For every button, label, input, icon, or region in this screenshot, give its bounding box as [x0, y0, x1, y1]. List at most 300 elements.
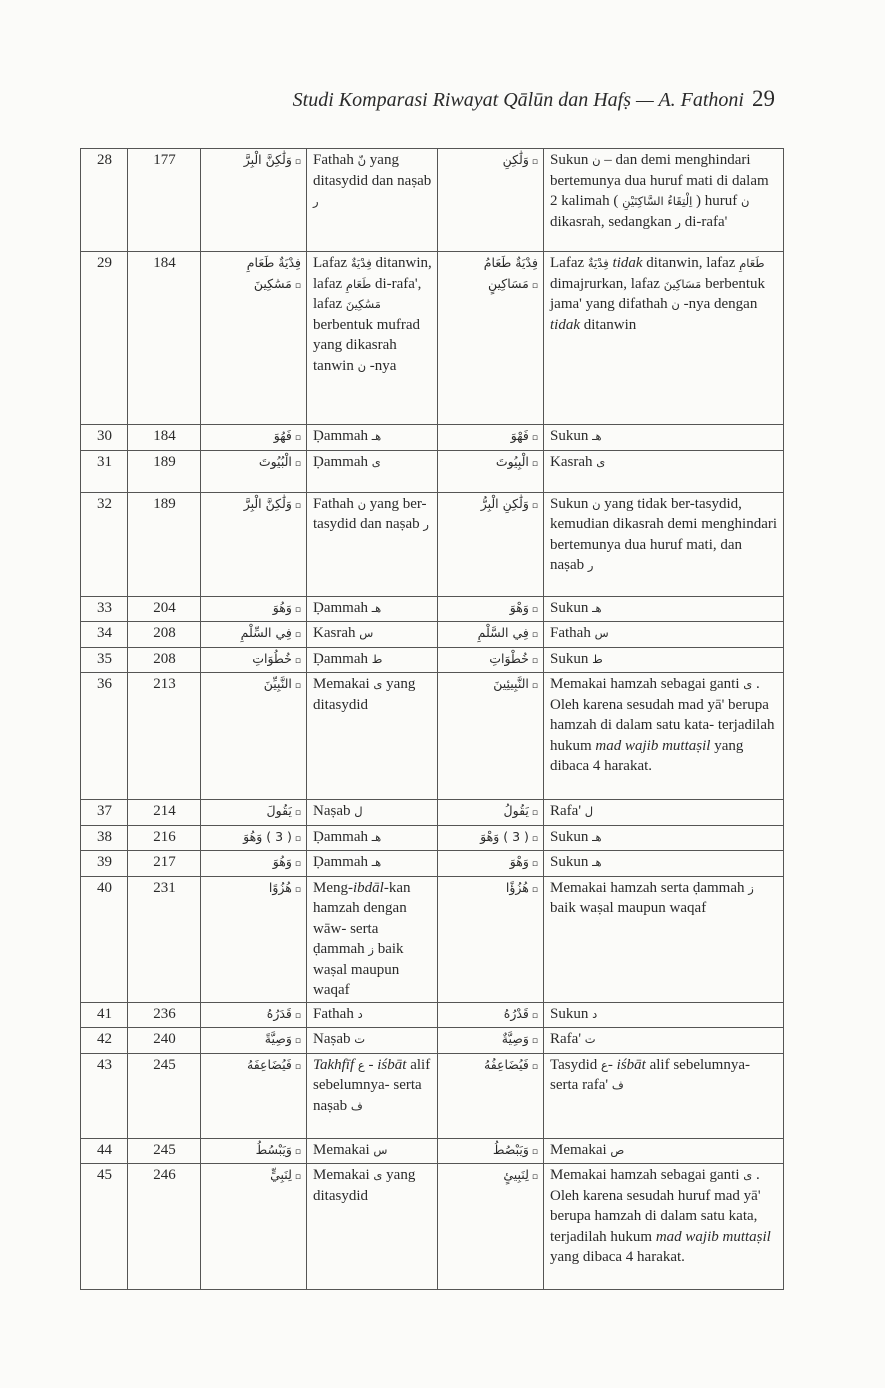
arabic-letter: ت — [584, 1032, 596, 1046]
text-segment: dimajrurkan, lafaz — [550, 275, 664, 292]
arabic-letter: طَعَامِ — [739, 256, 765, 270]
arabic-word: فَيُضَاعِفُهُ — [484, 1056, 529, 1072]
text-segment: Fathah — [313, 495, 358, 512]
arabic-letter: نّ — [357, 153, 367, 167]
row-number: 32 — [81, 492, 128, 596]
arabic-word: الْبِيُوتَ — [495, 453, 529, 469]
arabic-letter: فِدْيَةٌ — [587, 256, 609, 270]
qalun-arabic — [201, 851, 307, 877]
bullet-icon: ▫ — [531, 681, 538, 691]
arabic-letter: مَسَاكِينَ — [663, 276, 702, 291]
text-segment: Rafa' — [550, 1031, 585, 1047]
hafs-arabic — [438, 876, 544, 1002]
verse-number: 245 — [128, 1138, 201, 1164]
bullet-icon: ▫ — [531, 433, 538, 443]
qalun-description — [307, 450, 438, 492]
text-segment: Kasrah — [550, 453, 597, 470]
qalun-description — [307, 800, 438, 826]
table-row — [81, 596, 784, 622]
arabic-letter: هـ — [592, 829, 602, 844]
bullet-icon: ▫ — [531, 808, 538, 818]
text-segment: Sukun — [550, 152, 593, 168]
bullet-icon: ▫ — [531, 157, 538, 167]
italic-term: tidak — [550, 316, 580, 333]
text-segment: Meng- — [313, 879, 353, 896]
arabic-word: يَقُولَ — [266, 803, 292, 818]
text-segment: di-rafa' — [680, 213, 728, 230]
comparison-table — [80, 148, 784, 1290]
verse-number: 204 — [128, 596, 201, 622]
qalun-arabic — [201, 149, 307, 252]
hafs-arabic — [438, 825, 544, 851]
table-row — [81, 876, 784, 1002]
arabic-word: وَهُوَ — [272, 599, 292, 615]
text-segment: Memakai — [313, 1167, 374, 1183]
bullet-icon: ▫ — [294, 1036, 301, 1046]
text-segment: . Oleh karena sesudah mad yā' berupa hamzah di dalam satu kata- terjadilah hukum — [550, 676, 775, 754]
text-segment: -nya — [366, 357, 397, 374]
arabic-word: فِي السَّلْمِ — [477, 625, 529, 640]
table-row — [81, 1164, 784, 1290]
hafs-description — [544, 252, 784, 425]
table-body — [81, 149, 784, 1290]
arabic-word: خُطْوَاتِ — [489, 650, 529, 666]
arabic-letter: ز — [748, 880, 754, 895]
arabic-letter: ع — [601, 1057, 608, 1072]
arabic-word: وَلَٰكِنِ الْبِرُّ — [480, 495, 529, 511]
arabic-letter: هـ — [371, 429, 382, 443]
arabic-letter: ر — [587, 558, 594, 572]
arabic-letter: هـ — [592, 429, 602, 443]
arabic-word: خُطُوَاتِ — [252, 650, 292, 666]
text-segment: alif sebelumnya- serta naṣab — [313, 1056, 431, 1114]
hafs-arabic — [438, 1053, 544, 1138]
text-segment: yang ditasydid — [313, 1167, 416, 1204]
qalun-arabic — [201, 252, 307, 425]
text-segment: Memakai hamzah sebagai ganti — [550, 676, 744, 692]
text-segment: Naṣab — [313, 803, 355, 819]
text-segment: Rafa' — [550, 803, 585, 819]
bullet-icon: ▫ — [531, 500, 538, 511]
arabic-word: قَدْرُهُ — [503, 1005, 529, 1021]
running-header — [230, 86, 775, 112]
arabic-word: فَيُضَاعِفَهُ — [247, 1056, 292, 1072]
qalun-arabic — [201, 647, 307, 673]
bullet-icon: ▫ — [294, 433, 301, 443]
arabic-letter: ل — [584, 804, 594, 818]
row-number: 34 — [81, 622, 128, 648]
arabic-word: وَهُوَ — [272, 854, 292, 869]
qalun-arabic — [201, 492, 307, 596]
hafs-description — [544, 596, 784, 622]
table-row — [81, 149, 784, 252]
arabic-letter: س — [594, 626, 609, 640]
qalun-arabic — [201, 673, 307, 800]
text-segment: berbentuk jama' yang difathah — [550, 275, 766, 312]
text-segment: - — [364, 1056, 378, 1073]
bullet-icon: ▫ — [294, 808, 301, 818]
arabic-word: هُزُؤًا — [505, 879, 529, 895]
bullet-icon: ▫ — [294, 655, 301, 666]
arabic-letter: ى — [743, 677, 753, 691]
verse-number: 184 — [128, 252, 201, 425]
table-row — [81, 492, 784, 596]
row-number: 30 — [81, 425, 128, 451]
verse-number: 208 — [128, 647, 201, 673]
text-segment: Ḍammah — [313, 854, 372, 870]
text-segment: Sukun — [550, 599, 593, 616]
bullet-icon: ▫ — [294, 157, 301, 167]
text-segment: Memakai — [313, 1141, 374, 1158]
arabic-word: ( 3 ) وَهُوَ — [243, 828, 292, 844]
hafs-description — [544, 425, 784, 451]
text-segment: - — [607, 1056, 617, 1073]
text-segment: yang dibaca 4 harakat. — [550, 737, 744, 774]
text-segment: Sukun — [550, 828, 593, 845]
arabic-word: وَصِيَّةً — [264, 1031, 292, 1046]
arabic-letter: ن — [357, 496, 367, 511]
row-number: 41 — [81, 1002, 128, 1028]
page-number: 29 — [752, 86, 775, 111]
arabic-word: لِنَبِيٍّ — [270, 1167, 292, 1182]
qalun-description — [307, 673, 438, 800]
row-number: 28 — [81, 149, 128, 252]
hafs-arabic — [438, 1002, 544, 1028]
table-row — [81, 1053, 784, 1138]
hafs-description — [544, 1138, 784, 1164]
text-segment: – dan demi menghindari bertemunya dua huruf mati di dalam 2 kalimah ( — [550, 152, 769, 209]
arabic-letter: هـ — [592, 855, 602, 869]
text-segment: Sukun — [550, 428, 593, 444]
hafs-description — [544, 1164, 784, 1290]
qalun-arabic — [201, 1002, 307, 1028]
arabic-letter: ط — [592, 651, 603, 666]
text-segment: Ḍammah — [313, 453, 372, 470]
arabic-word: وَهْوَ — [509, 854, 529, 869]
table-row — [81, 800, 784, 826]
arabic-word: الْبُيُوتَ — [258, 453, 292, 469]
text-segment: baik waṣal maupun waqaf — [313, 941, 404, 998]
table-row — [81, 673, 784, 800]
hafs-description — [544, 647, 784, 673]
qalun-description — [307, 596, 438, 622]
text-segment: Lafaz — [550, 255, 588, 271]
arabic-letter: س — [373, 1142, 388, 1157]
arabic-letter: ن — [357, 358, 367, 373]
hafs-arabic — [438, 252, 544, 425]
italic-term: mad wajib muttaṣil — [595, 737, 711, 754]
arabic-word: فِي السِّلْمِ — [240, 625, 292, 640]
hafs-description — [544, 851, 784, 877]
hafs-description — [544, 673, 784, 800]
text-segment: yang ditasydid — [313, 676, 416, 713]
text-segment: Fathah — [313, 152, 358, 168]
text-segment: Ḍammah — [313, 428, 372, 444]
bullet-icon: ▫ — [294, 1146, 301, 1157]
bullet-icon: ▫ — [294, 1061, 301, 1072]
italic-term: mad wajib muttaṣil — [655, 1228, 771, 1245]
verse-number: 189 — [128, 492, 201, 596]
arabic-letter: هـ — [592, 600, 602, 615]
arabic-letter: هـ — [371, 829, 382, 844]
text-segment: Memakai hamzah serta ḍammah — [550, 879, 749, 896]
arabic-letter: ر — [313, 194, 319, 208]
hafs-arabic — [438, 622, 544, 648]
hafs-description — [544, 1028, 784, 1054]
qalun-arabic — [201, 1028, 307, 1054]
verse-number: 240 — [128, 1028, 201, 1054]
table-row — [81, 252, 784, 425]
verse-number: 236 — [128, 1002, 201, 1028]
arabic-letter: ت — [354, 1032, 366, 1046]
verse-number: 208 — [128, 622, 201, 648]
qalun-description — [307, 622, 438, 648]
qalun-arabic — [201, 425, 307, 451]
table-row — [81, 622, 784, 648]
bullet-icon: ▫ — [294, 604, 301, 615]
text-segment: . Oleh karena sesudah huruf mad yā' berupa hamzah di dalam satu kata, terjadilah hukum — [550, 1167, 761, 1245]
qalun-description — [307, 149, 438, 252]
italic-term: iśbāt — [616, 1056, 646, 1073]
qalun-description — [307, 425, 438, 451]
table-row — [81, 1138, 784, 1164]
verse-number: 231 — [128, 876, 201, 1002]
row-number: 33 — [81, 596, 128, 622]
text-segment: berbentuk mufrad yang dikasrah tanwin — [313, 316, 421, 374]
hafs-arabic — [438, 425, 544, 451]
text-segment: Memakai — [550, 1141, 611, 1158]
text-segment: Lafaz — [313, 255, 351, 271]
arabic-letter: ن — [592, 496, 601, 511]
row-number: 38 — [81, 825, 128, 851]
arabic-word: فِدْيَةٌ طَعَامِ مَسَٰكِينَ — [246, 255, 301, 291]
text-segment: Memakai hamzah sebagai ganti — [550, 1167, 744, 1183]
row-number: 29 — [81, 252, 128, 425]
table-row — [81, 851, 784, 877]
arabic-word: لِنَبِيئٍ — [503, 1167, 529, 1182]
arabic-letter: طَعَامِ — [345, 276, 372, 291]
arabic-word: فَهُوَ — [273, 428, 292, 443]
text-segment: -nya dengan — [679, 296, 758, 312]
arabic-letter: ف — [350, 1098, 363, 1113]
arabic-word: النَّبِيِّنَ — [263, 676, 292, 691]
arabic-letter: ل — [354, 804, 363, 818]
arabic-word: قَدَرُهُ — [266, 1005, 292, 1021]
hafs-description — [544, 450, 784, 492]
italic-term: iśbāt — [377, 1056, 407, 1073]
qalun-arabic — [201, 1053, 307, 1138]
bullet-icon: ▫ — [531, 1036, 538, 1046]
qalun-description — [307, 1028, 438, 1054]
arabic-letter: ر — [675, 214, 681, 229]
qalun-arabic — [201, 450, 307, 492]
text-segment: ) huruf — [692, 193, 742, 209]
arabic-letter: ى — [743, 1168, 753, 1182]
hafs-description — [544, 622, 784, 648]
table-row — [81, 825, 784, 851]
verse-number: 184 — [128, 425, 201, 451]
hafs-description — [544, 492, 784, 596]
bullet-icon: ▫ — [531, 604, 538, 615]
arabic-word: وَلَٰكِنَّ الْبِرَّ — [243, 152, 292, 167]
arabic-letter: د — [357, 1006, 363, 1021]
row-number: 35 — [81, 647, 128, 673]
hafs-arabic — [438, 492, 544, 596]
row-number: 42 — [81, 1028, 128, 1054]
text-segment: dikasrah, sedangkan — [550, 213, 676, 230]
arabic-letter: س — [359, 626, 374, 640]
qalun-description — [307, 252, 438, 425]
row-number: 45 — [81, 1164, 128, 1290]
arabic-letter: فِدْيَةٌ — [350, 256, 372, 270]
arabic-letter: ن — [671, 297, 680, 311]
text-segment: -kan hamzah dengan wāw- serta ḍammah — [313, 879, 411, 957]
text-segment: ditanwin, lafaz — [313, 255, 432, 292]
qalun-description — [307, 647, 438, 673]
text-segment: yang ditasydid dan naṣab — [313, 152, 432, 189]
row-number: 31 — [81, 450, 128, 492]
bullet-icon: ▫ — [294, 884, 301, 895]
row-number: 39 — [81, 851, 128, 877]
italic-term: Takhfīf — [313, 1056, 355, 1073]
arabic-letter: هـ — [371, 855, 382, 869]
arabic-letter: مَسَٰكِينَ — [345, 297, 381, 311]
bullet-icon: ▫ — [294, 859, 301, 869]
bullet-icon: ▫ — [531, 884, 538, 895]
bullet-icon: ▫ — [294, 1172, 301, 1182]
arabic-letter: ن — [592, 153, 601, 167]
arabic-word: يَقُولُ — [503, 803, 529, 818]
hafs-arabic — [438, 647, 544, 673]
text-segment: ditanwin — [580, 316, 637, 333]
bullet-icon: ▫ — [531, 859, 538, 869]
qalun-description — [307, 851, 438, 877]
arabic-letter: ز — [368, 942, 374, 956]
text-segment: di-rafa', lafaz — [313, 275, 422, 312]
bullet-icon: ▫ — [531, 1061, 538, 1072]
qalun-description — [307, 492, 438, 596]
qalun-arabic — [201, 876, 307, 1002]
hafs-arabic — [438, 851, 544, 877]
text-segment: ditanwin, lafaz — [642, 255, 740, 271]
verse-number: 246 — [128, 1164, 201, 1290]
hafs-arabic — [438, 450, 544, 492]
arabic-word: وَيَبْصُطُ — [492, 1141, 529, 1157]
qalun-description — [307, 876, 438, 1002]
text-segment: alif sebelumnya-serta rafa' — [550, 1056, 750, 1093]
text-segment: Fathah — [550, 625, 595, 641]
arabic-word: وَلَٰكِنِ — [502, 152, 529, 167]
bullet-icon: ▫ — [294, 833, 301, 844]
qalun-description — [307, 1164, 438, 1290]
bullet-icon: ▫ — [294, 280, 301, 291]
qalun-arabic — [201, 1164, 307, 1290]
text-segment: Sukun — [550, 854, 593, 870]
hafs-arabic — [438, 800, 544, 826]
arabic-word: فَهْوَ — [510, 428, 529, 443]
table-row — [81, 647, 784, 673]
bullet-icon: ▫ — [531, 1010, 538, 1021]
arabic-letter: ى — [373, 677, 383, 691]
qalun-description — [307, 1138, 438, 1164]
row-number: 36 — [81, 673, 128, 800]
row-number: 37 — [81, 800, 128, 826]
hafs-description — [544, 876, 784, 1002]
row-number: 44 — [81, 1138, 128, 1164]
bullet-icon: ▫ — [294, 681, 301, 691]
arabic-word: النَّبِيئِينَ — [493, 676, 529, 691]
table-row — [81, 425, 784, 451]
hafs-description — [544, 1053, 784, 1138]
bullet-icon: ▫ — [531, 1172, 538, 1182]
qalun-arabic — [201, 622, 307, 648]
text-segment: Sukun — [550, 495, 593, 512]
bullet-icon: ▫ — [294, 630, 301, 640]
verse-number: 214 — [128, 800, 201, 826]
table-row — [81, 1028, 784, 1054]
arabic-word: ( 3 ) وَهْوَ — [480, 828, 529, 844]
text-segment: Naṣab — [313, 1031, 355, 1047]
hafs-arabic — [438, 1164, 544, 1290]
bullet-icon: ▫ — [294, 500, 301, 511]
arabic-letter: ف — [611, 1078, 624, 1092]
arabic-letter: ع — [357, 1057, 365, 1072]
verse-number: 245 — [128, 1053, 201, 1138]
bullet-icon: ▫ — [294, 458, 301, 469]
text-segment: Sukun — [550, 1005, 593, 1022]
arabic-letter: د — [592, 1006, 598, 1021]
verse-number: 189 — [128, 450, 201, 492]
qalun-description — [307, 825, 438, 851]
arabic-letter: ط — [371, 651, 383, 666]
hafs-description — [544, 149, 784, 252]
bullet-icon: ▫ — [531, 1146, 538, 1157]
arabic-letter: ى — [371, 454, 381, 469]
arabic-letter: هـ — [371, 600, 382, 615]
text-segment: Ḍammah — [313, 599, 372, 616]
hafs-description — [544, 825, 784, 851]
text-segment: yang tidak ber-tasydid, kemudian dikasrah demi menghindari bertemunya dua huruf mati, dan naṣab — [550, 495, 778, 573]
bullet-icon: ▫ — [531, 280, 538, 291]
italic-term: ibdāl — [353, 879, 384, 896]
arabic-letter: ر — [423, 517, 429, 531]
text-segment: Ḍammah — [313, 650, 372, 667]
text-segment: yang ber-tasydid dan naṣab — [313, 495, 427, 532]
running-title: Studi Komparasi Riwayat Qālūn dan Hafṣ — A. Fathoni — [292, 89, 744, 111]
arabic-word: وَهْوَ — [509, 599, 529, 615]
verse-number: 213 — [128, 673, 201, 800]
table-row — [81, 450, 784, 492]
hafs-arabic — [438, 596, 544, 622]
table-row — [81, 1002, 784, 1028]
verse-number: 216 — [128, 825, 201, 851]
hafs-description — [544, 1002, 784, 1028]
text-segment: Ḍammah — [313, 828, 372, 845]
hafs-description — [544, 800, 784, 826]
arabic-word: هُزُوًا — [268, 879, 292, 895]
text-segment: yang dibaca 4 harakat. — [550, 1249, 685, 1265]
qalun-arabic — [201, 1138, 307, 1164]
qalun-arabic — [201, 800, 307, 826]
text-segment: Tasydid — [550, 1056, 602, 1073]
arabic-letter: ص — [610, 1142, 625, 1157]
qalun-arabic — [201, 825, 307, 851]
qalun-arabic — [201, 596, 307, 622]
text-segment: baik waṣal maupun waqaf — [550, 900, 707, 916]
arabic-letter: اِلْتِقَاءُ السَّاكِنَيْنِ — [622, 194, 693, 208]
arabic-word: وَيَبْسُطُ — [255, 1141, 292, 1157]
text-segment: Fathah — [313, 1005, 358, 1022]
